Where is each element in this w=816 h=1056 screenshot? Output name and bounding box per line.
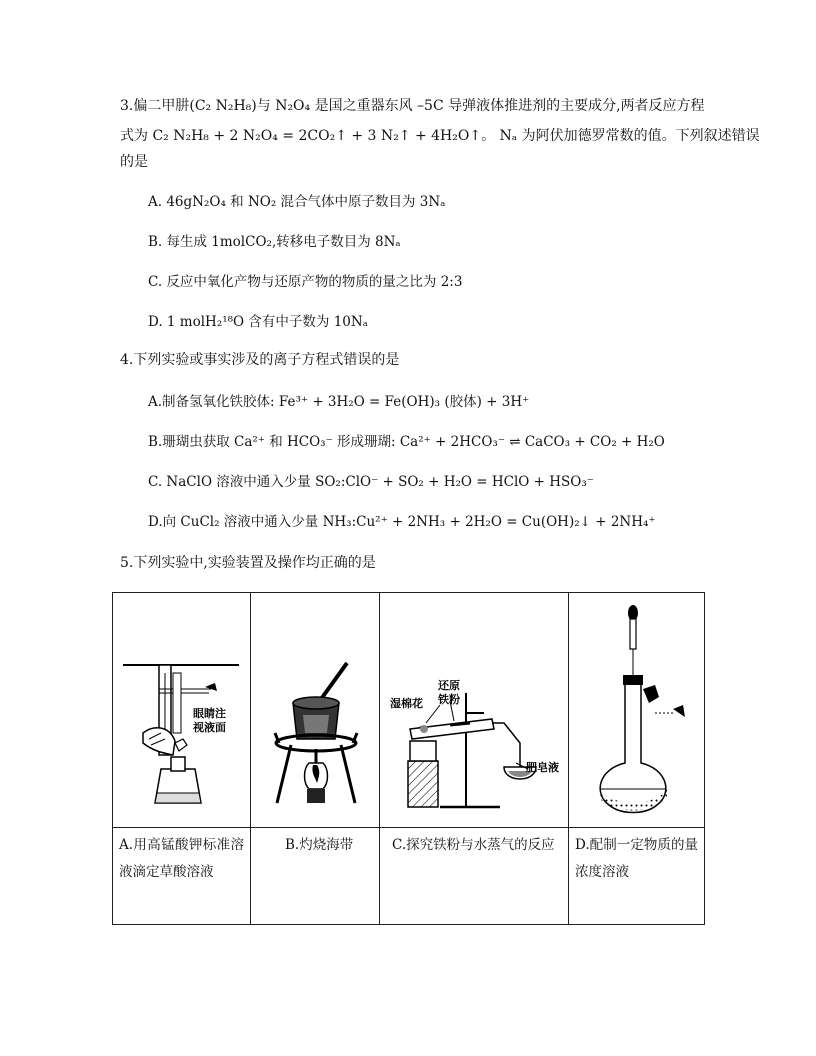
q5-stem: 5.下列实验中,实验装置及操作均正确的是 — [120, 555, 376, 571]
q3-option-b: B. 每生成 1molCO₂,转移电子数目为 8Nₐ — [148, 234, 401, 250]
q3-stem-line2: 式为 C₂ N₂H₈ + 2 N₂O₄ = 2CO₂↑ + 3 N₂↑ + 4H₂O↑。 Nₐ 为阿伏加德罗常数的值。下列叙述错误 — [120, 128, 760, 144]
q3-option-d: D. 1 molH₂¹⁸O 含有中子数为 10Nₐ — [148, 314, 368, 330]
q4-option-d: D.向 CuCl₂ 溶液中通入少量 NH₃:Cu²⁺ + 2NH₃ + 2H₂O = Cu(OH)₂↓ + 2NH₄⁺ — [148, 514, 656, 530]
burning-apparatus-cell — [251, 593, 380, 828]
q4-option-c: C. NaClO 溶液中通入少量 SO₂:ClO⁻ + SO₂ + H₂O = HClO + HSO₃⁻ — [148, 474, 594, 490]
q4-option-a: A.制备氢氧化铁胶体: Fe³⁺ + 3H₂O = Fe(OH)₃ (胶体) + 3H⁺ — [148, 394, 530, 410]
eye-label-1: 眼睛注 — [193, 707, 226, 720]
titration-apparatus-figure — [113, 593, 251, 827]
iron-steam-figure — [380, 593, 569, 827]
caption-b: B.灼烧海带 — [251, 828, 380, 925]
wet-cotton-label: 湿棉花 — [390, 697, 423, 710]
soap-solution-label: 肥皂液 — [526, 761, 559, 774]
titration-apparatus-cell — [113, 593, 251, 828]
q4-stem: 4.下列实验或事实涉及的离子方程式错误的是 — [120, 352, 400, 368]
q3-stem-line3: 的是 — [120, 154, 148, 170]
caption-c: C.探究铁粉与水蒸气的反应 — [380, 828, 569, 925]
iron-powder-label-2: 铁粉 — [438, 693, 460, 706]
eye-label-2: 视液面 — [193, 721, 226, 734]
caption-d: D.配制一定物质的量浓度溶液 — [569, 828, 705, 925]
iron-powder-label-1: 还原 — [438, 679, 460, 692]
crucible-tripod-figure — [251, 593, 380, 827]
caption-a: A.用高锰酸钾标准溶液滴定草酸溶液 — [113, 828, 251, 925]
iron-steam-apparatus-cell — [380, 593, 569, 828]
q3-option-c: C. 反应中氧化产物与还原产物的物质的量之比为 2:3 — [148, 274, 463, 290]
q4-option-b: B.珊瑚虫获取 Ca²⁺ 和 HCO₃⁻ 形成珊瑚: Ca²⁺ + 2HCO₃⁻ ⇌ CaCO₃ + CO₂ + H₂O — [148, 434, 665, 450]
volumetric-flask-figure — [569, 593, 705, 827]
q3-stem-line1: 3.偏二甲肼(C₂ N₂H₈)与 N₂O₄ 是国之重器东风 –5C 导弹液体推进剂的主要成分,两者反应方程 — [120, 98, 705, 114]
experiment-table — [112, 592, 705, 925]
q3-option-a: A. 46gN₂O₄ 和 NO₂ 混合气体中原子数目为 3Nₐ — [148, 194, 446, 210]
volumetric-flask-cell — [569, 593, 705, 828]
